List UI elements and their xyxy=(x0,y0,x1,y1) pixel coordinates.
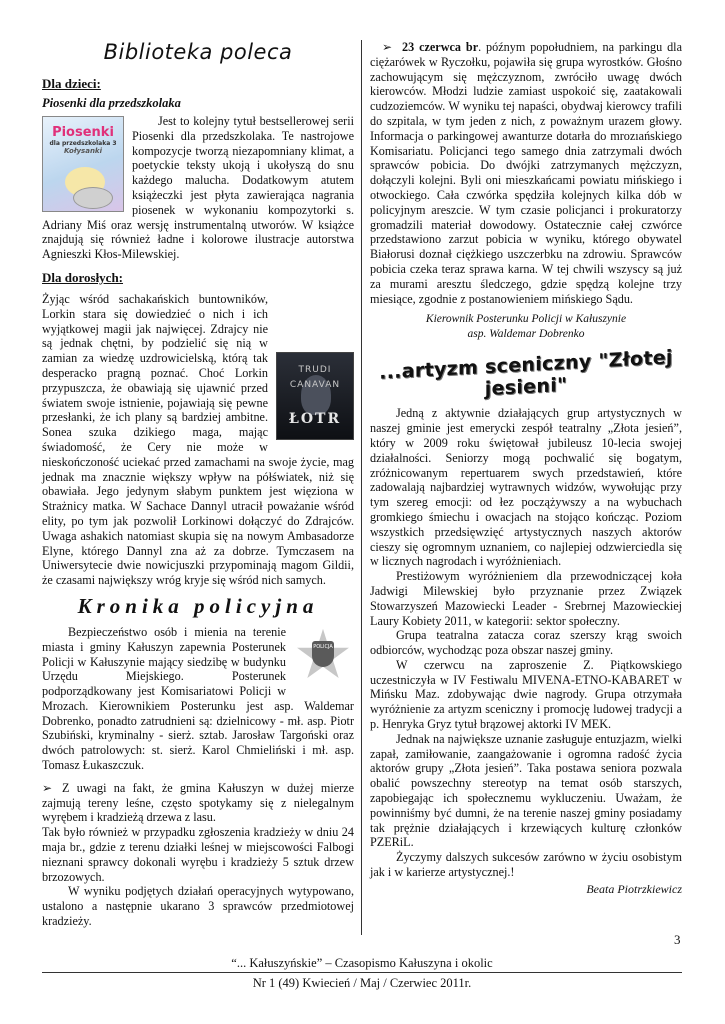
footer-issue: Nr 1 (49) Kwiecień / Maj / Czerwiec 2011r. xyxy=(252,976,472,990)
artyzm-paragraph-6: Życzymy dalszych sukcesów zarówno w życiu osobistym jak i w karierze artystycznej.! xyxy=(370,850,682,880)
artyzm-paragraph-2: Prestiżowym wyróżnieniem dla przewodniczącej koła Jadwigi Milewskiej było przyznanie przez Związek Stowarzyszeń Mazowiecki Leader - Srebrnej Mazowieckiej Laury Kobiety 2011, w kategorii: sektor społeczny. xyxy=(370,569,682,628)
cover-subtitle: dla przedszkolaka 3 xyxy=(49,140,117,147)
police-report-text: . późnym popołudniem, na parkingu dla ciężarówek w Ryczołku, pojawiła się grupa wyrostków. Głośno zachowującym się mężczyznom, zwróciło uwagę dwóch kierowców. Młodzi ludzie zamiast uspokoić się, zaatakowali cudzoziemców. W wyniku tej napaści, obydwaj kierowcy trafili do szpitala, w tym jeden z nich, z poważnym urazem głowy. Informacja o parkingowej awanturze dotarła do mrozıańskiego Komisariatu. Policjanci tego samego dnia zatrzymali dwóch sprawców pobicia. Do dwójki zatrzymanych mężczyzn, dołączyli kolejni. Byli oni mieszkańcami powiatu mińskiego i otwockiego. Cała czwórka spędziła kolejnych kilka dób w policyjnym areszcie. W tym czasie policjanci i prokuratorzy gromadzili materiał dowodowy. Ostatecznie całej czwórce przedstawiono zarzut pobicia w wyniku, którego obywatel Białorusi doznał ciężkiego uszczerbku na zdrowiu. Sprawców pobicia czeka teraz sprawa karna. W tej chwili wszyscy są już za murami aresztu śledczego, gdzie spędzą kolejne trzy miesiące, zgodnie z postanowieniem mińskiego Sądu. xyxy=(370,40,682,306)
kronika-paragraph-2 xyxy=(42,781,354,825)
column-divider xyxy=(361,40,362,935)
footer-publication: “... Kałuszyńskie” – Czasopismo Kałuszyna i okolic xyxy=(231,956,493,970)
cd-disc-illustration xyxy=(73,187,113,209)
right-column xyxy=(370,40,682,897)
badge-text: POLICJA xyxy=(313,643,333,650)
artyzm-paragraph-4: W czerwcu na zaproszenie Z. Piątkowskiego uczestniczyła w IV Festiwalu MIVENA-ETNO-KABARET w Mińsku Maz. zdobywając dwie nagrody. Grupa otrzymała wyróżnienie za artyzm sceniczny i promocję ludowej tradycji a p. Henryka Gryz tytuł brązowej aktorki IV MEK. xyxy=(370,657,682,732)
kronika-paragraph-4: W wyniku podjętych działań operacyjnych wytypowano, ustalono a następnie ukarano 3 sprawców przedmiotowej kradzieży. xyxy=(42,884,354,929)
police-badge-icon xyxy=(292,625,354,689)
artyzm-paragraph-3: Grupa teatralna zatacza coraz szerszy krąg swoich odbiorców, wychodząc poza obszar naszej gminy. xyxy=(370,628,682,658)
artyzm-paragraph-5: Jednak na największe uznanie zasługuje entuzjazm, wielki zapał, zamiłowanie, zaangażowanie i ogromna radość życia aktorów grupy „Złota jesień”. Taka postawa seniora pozwala obalić powszechny stereotyp na temat osób starszych, zapobiegając ich społecznemu wykluczeniu. Uważam, że powinniśmy być dumni, że na terenie naszej gminy posiadamy tak prężnie działających i krzewiących kulturę członków PZERiL. xyxy=(370,731,682,850)
cover-author: TRUDI CANAVAN xyxy=(289,364,341,390)
section-title: Biblioteka poleca xyxy=(103,40,293,64)
cover-title: ŁOTR xyxy=(288,411,342,428)
police-report-date: 23 czerwca br xyxy=(402,40,479,54)
kids-book-cover-image xyxy=(42,116,124,212)
artyzm-paragraph-1: Jedną z aktywnie działających grup artystycznych w naszej gminie jest emerycki zespół teatralny „Złota jesień”, który w 2009 roku świętował jubileusz 10-lecia swojej działalności. Seniorzy mogą pochwalić się bogatym, zróżnicowanym repertuarem swych przedstawień, które zadowalają najbardziej wytrawnych widzów, wywołując przy tym szereg emocji: od łez począżywszy a na wybuchach gromkiego śmiechu i owacjach na stojąco kończąc. Poziom wszystkich przedsięwzięć artystycznych naszych aktorów cieszy się ogromnym uznaniem, co najlepiej odzwierciedla się w licznych nagrodach i wyróżnieniach. xyxy=(370,406,682,569)
kids-book-title: Piosenki dla przedszkolaka xyxy=(42,96,181,110)
kronika-paragraph-3: Tak było również w przypadku zgłoszenia kradzieży w dniu 24 maja br., gdzie z terenu działki leśnej w miejscowości Falbogi nieznani sprawcy dokonali wyrębu i kradzieży 5 sztuk drzew brzozowych. xyxy=(42,825,354,884)
adults-book-cover-image xyxy=(276,352,354,440)
footer-rule xyxy=(42,972,682,973)
police-signature-role: Kierownik Posterunku Policji w Kałuszynie xyxy=(425,313,627,326)
adults-heading: Dla dorosłych: xyxy=(42,269,124,285)
left-column xyxy=(42,40,354,929)
kronika-title: Kronika policyjna xyxy=(77,593,319,618)
police-signature xyxy=(370,312,682,342)
adults-book-description xyxy=(42,292,354,588)
kids-heading: Dla dzieci: xyxy=(42,76,101,91)
artyzm-title: ...artyzm sceniczny "Złotej jesieni" xyxy=(379,346,673,401)
cover-tag: Kołysanki xyxy=(64,147,102,155)
cover-title: Piosenki xyxy=(52,125,114,140)
kronika-paragraph-1: Bezpieczeństwo osób i mienia na terenie miasta i gminy Kałuszyn zapewnia Posterunek Policji w Kałuszynie mający siedzibę w budynku Urzędu Miejskiego. Posterunek podporządkowany jest Komisariatowi Policji w Mrozach. Kierownikiem Posterunku jest asp. Waldemar Dobrenko, ponadto zatrudnieni są: dzielnicowy - mł. asp. Piotr Szubiński, kryminalny - sierż. sztab. Jarosław Targoński oraz dwóch patrolowych: st. sierż. Karol Chmieliński i mł. asp. Tomasz Łukaszczuk. xyxy=(42,624,354,773)
adults-text: Żyjąc wśród sachakańskich buntowników, Lorkin stara się dowiedzieć o nich i ich wyjątkowej magii jak najwięcej. Zdrajcy nie są jednak chętni, by podzielić się nią w zamian za wiedzę uzdrowicielską, którą tak desperacko pragną poznać. Choć Lorkin przypuszcza, że obawiają się ujawnić przed światem swoje istnienie, pojawiają się pewne przesłanki, że ich plany są bardziej ambitne. Sonea szuka dzikiego maga, mając świadomość, że Cery nie może w nieskończoność uciekać przed zamachami na swoje życie, mag jednak ma znacznie większy wpływ na półświatek, niż się obawiała. Jego jedynym słabym punktem jest więziona w Strażnicy matka. W Sachace Dannyl utracił poważanie wśród elity, po tym jak pozwolił Lorkinowi dołączyć do Zdrajców. Uwaga ashakich natomiast skupia się na nowym Ambasadorze Elyne, którego Dannyl zna aż za dobrze. Tymczasem na Uniwersytecie dwie nowicjuszki przypominają magom Gildii, że czasami największy wróg kryje się wśród nich samych. xyxy=(42,291,354,588)
kronika-paragraph-2-text: Z uwagi na fakt, że gmina Kałuszyn w dużej mierze zajmują tereny leśne, często spotykamy się z nielegalnym wyrębem i kradzieżą drzewa z lasu. xyxy=(42,780,354,825)
arrow-bullet-icon: ➢ xyxy=(382,40,393,54)
police-signature-name: asp. Waldemar Dobrenko xyxy=(467,328,585,341)
police-report xyxy=(370,40,682,306)
kids-book-description: Jest to kolejny tytuł bestsellerowej serii Piosenki dla przedszkolaka. Te nastrojowe kompozycje tworzą niezapomniany klimat, a poetyckie teksty ukoją i ukołyszą do snu każdego malucha. Dodatkowym atutem książeczki jest płyta zawierająca nagrania piosenek w wykonaniu kompozytorki s. Adriany Miś oraz wersję instrumentalną utworów. W książce znajdują się również ładne i kolorowe ilustracje autorstwa Agnieszki Kłos-Milewskiej. xyxy=(42,114,354,262)
arrow-bullet-icon: ➢ xyxy=(42,780,53,795)
artyzm-author: Beata Piotrzkiewicz xyxy=(586,881,682,896)
page-number: 3 xyxy=(674,932,681,947)
